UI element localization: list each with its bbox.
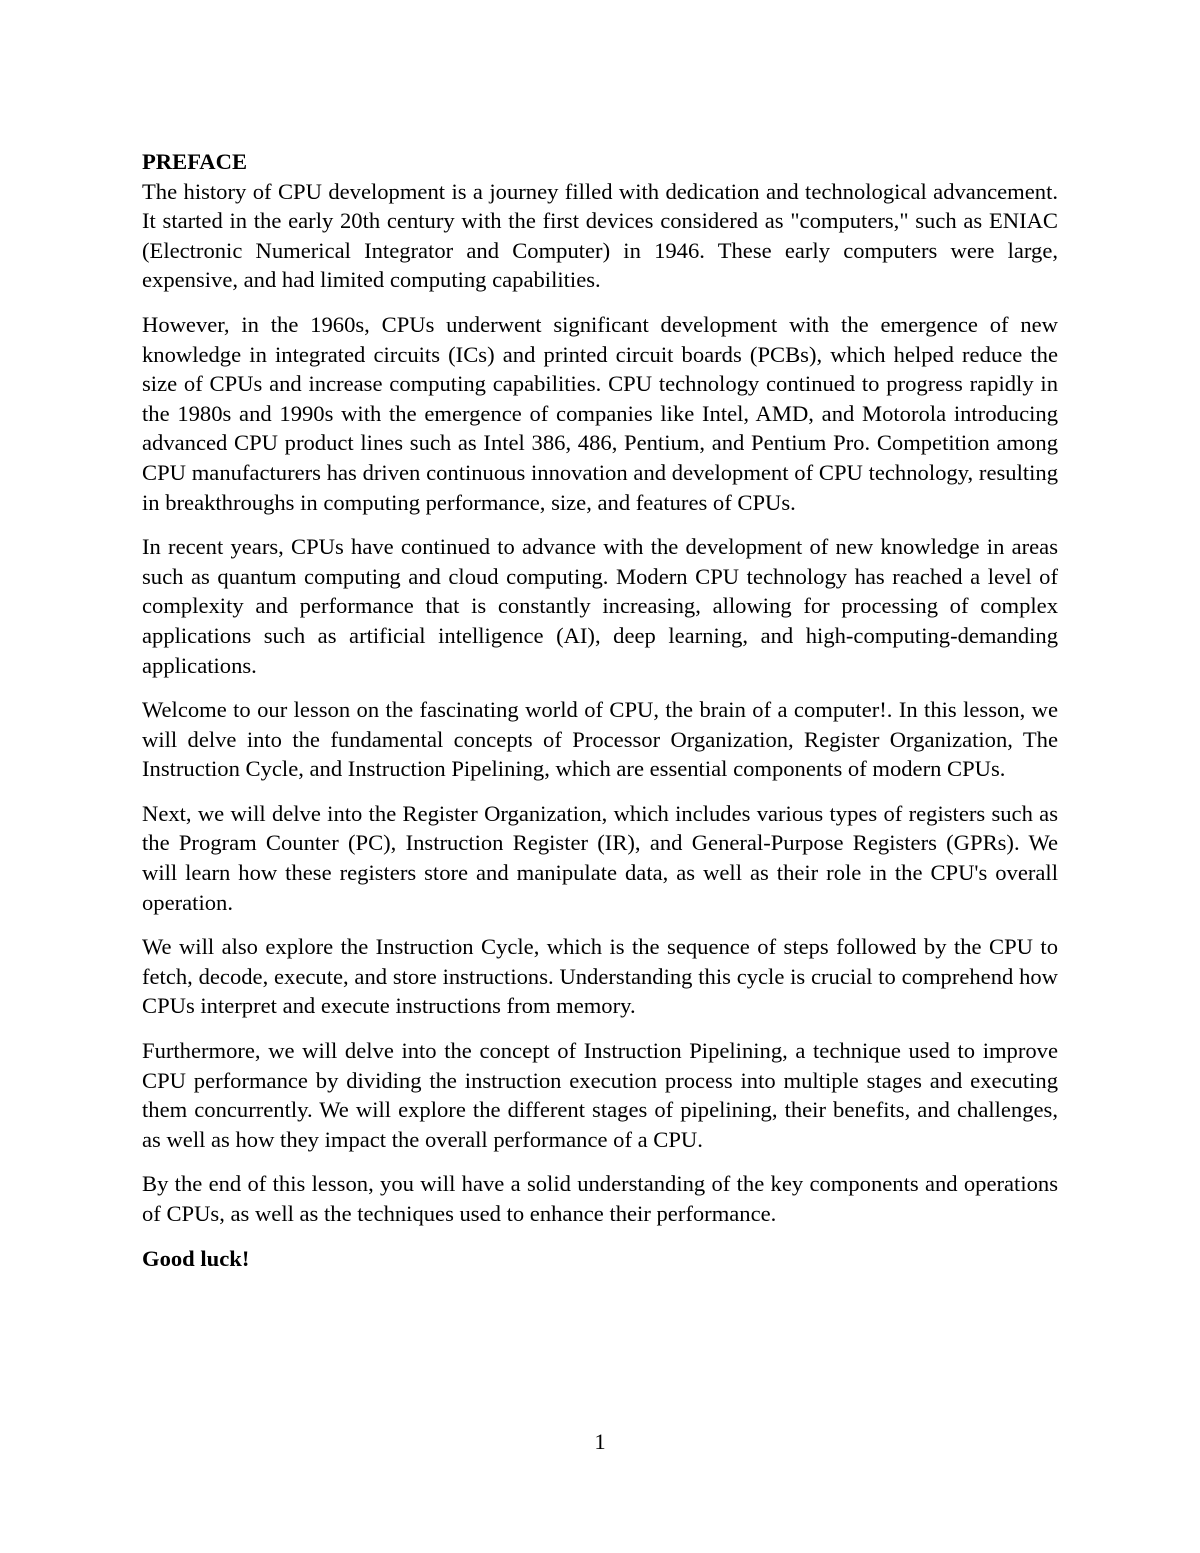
paragraph-instruction-pipelining: Furthermore, we will delve into the concept of Instruction Pipelining, a technique used to improve CPU performance by dividing the instruction execution process into multiple stages and executing them concurrently. We will explore the different stages of pipelining, their benefits, and challenges, as well as how they impact the overall performance of a CPU. bbox=[142, 1038, 1058, 1152]
paragraph-history: The history of CPU development is a journey filled with dedication and technological advancement. It started in the early 20th century with the first devices considered as "computers," such as ENIAC (Electronic Numerical Integrator and Computer) in 1946. These early computers were large, expensive, and had limited computing capabilities. bbox=[142, 178, 1058, 293]
paragraph-register-organization: Next, we will delve into the Register Organization, which includes various types of registers such as the Program Counter (PC), Instruction Register (IR), and General-Purpose Registers (GPRs). We will learn how these registers store and manipulate data, as well as their role in the CPU's overall operation. bbox=[142, 800, 1058, 915]
paragraph-1960s: However, in the 1960s, CPUs underwent significant development with the emergence of new knowledge in integrated circuits (ICs) and printed circuit boards (PCBs), which helped reduce the size of CPUs and increase computing capabilities. CPU technology continued to progress rapidly in the 1980s and 1990s with the emergence of companies like Intel, AMD, and Motorola introducing advanced CPU product lines such as Intel 386, 486, Pentium, and Pentium Pro. Competition among CPU manufacturers has driven continuous innovation and development of CPU technology, resulting in breakthroughs in computing performance, size, and features of CPUs. bbox=[142, 311, 1058, 515]
paragraph-conclusion: By the end of this lesson, you will have a solid understanding of the key components and operations of CPUs, as well as the techniques used to enhance their performance. bbox=[142, 1171, 1058, 1226]
paragraph-recent-years: In recent years, CPUs have continued to advance with the development of new knowledge in areas such as quantum computing and cloud computing. Modern CPU technology has reached a level of complexity and performance that is constantly increasing, allowing for processing of complex applications such as artificial intelligence (AI), deep learning, and high-computing-demanding applications. bbox=[142, 534, 1058, 678]
paragraph-welcome: Welcome to our lesson on the fascinating world of CPU, the brain of a computer!. In this lesson, we will delve into the fundamental concepts of Processor Organization, Register Organization, The Instruction Cycle, and Instruction Pipelining, which are essential components of modern CPUs. bbox=[142, 697, 1058, 782]
document-body bbox=[142, 147, 1058, 1273]
paragraph-instruction-cycle: We will also explore the Instruction Cycle, which is the sequence of steps followed by the CPU to fetch, decode, execute, and store instructions. Understanding this cycle is crucial to comprehend how CPUs interpret and execute instructions from memory. bbox=[142, 934, 1058, 1019]
closing-text: Good luck! bbox=[142, 1245, 250, 1271]
page-title: PREFACE bbox=[142, 149, 248, 174]
page-number: 1 bbox=[594, 1429, 606, 1454]
